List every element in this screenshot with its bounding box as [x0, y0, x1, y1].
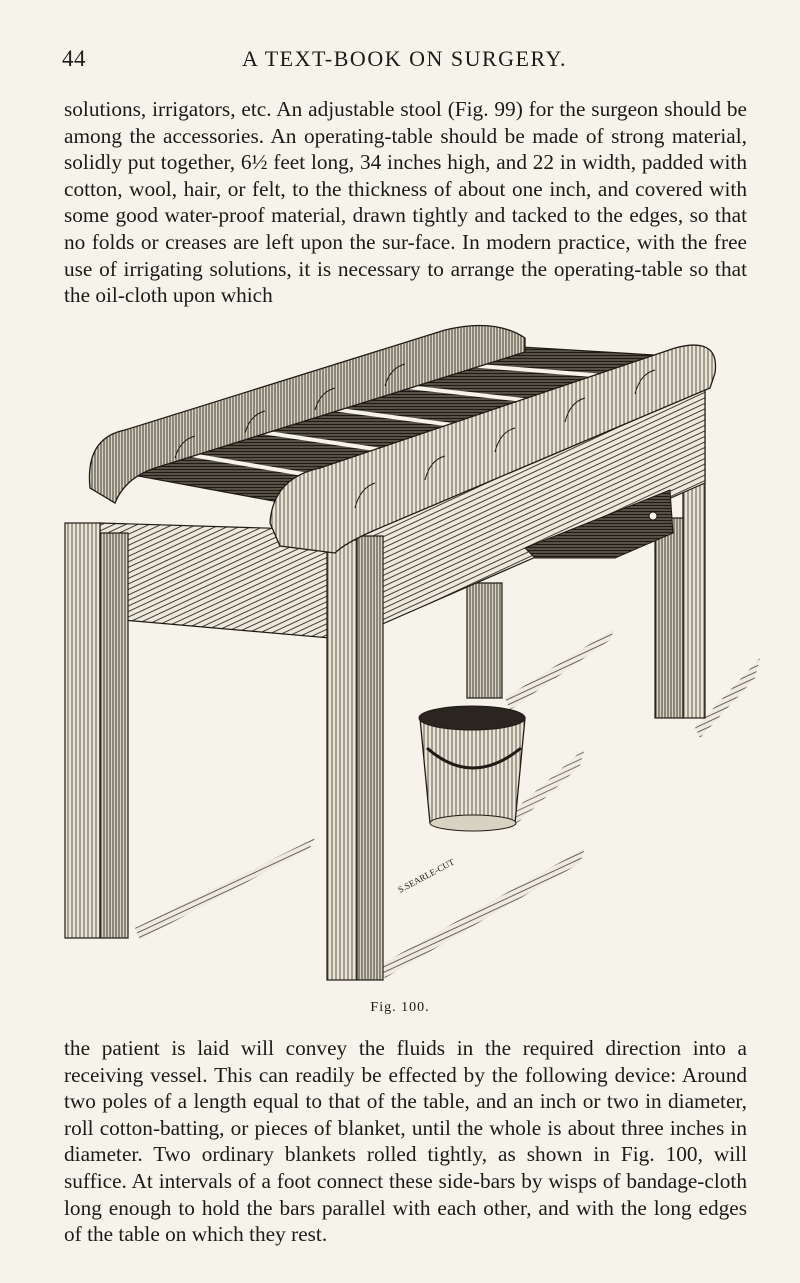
paragraph-bottom: the patient is laid will convey the fluids in the required direction into a receiving vessel. This can readily be effected by the following device: Around two poles of a length equal to that of the table, and an inch or two in diameter, roll cotton-batting, or pieces of blanket, until the whole is about three inches in diameter. Two ordinary blankets rolled tightly, as shown in Fig. 100, will suffice. At intervals of a foot connect these side-bars by wisps of bandage-cloth long enough to hold the bars parallel with each other, and with the long edges of the table on which they rest. — [64, 1036, 747, 1247]
operating-table-illustration — [55, 318, 760, 990]
paragraph-top: solutions, irrigators, etc. An adjustable stool (Fig. 99) for the surgeon should be among the accessories. An operating-table should be made of strong material, solidly put together, 6½ feet long, 34 inches high, and 22 in width, padded with cotton, wool, hair, or felt, to the thickness of about one inch, and covered with some good water-proof material, drawn tightly and tacked to the edges, so that no folds or creases are left upon the sur-face. In modern practice, with the free use of irrigating solutions, it is necessary to arrange the operating-table so that the oil-cloth upon which — [64, 97, 747, 308]
drawer-knob — [649, 512, 657, 520]
receiving-bucket — [419, 706, 525, 831]
page-number: 44 — [62, 46, 86, 71]
engraver-signature: S.SEARLE-CUT — [396, 856, 456, 895]
running-head: A TEXT-BOOK ON SURGERY. — [241, 46, 568, 71]
page-header — [62, 46, 747, 80]
figure-operating-table — [55, 318, 760, 990]
figure-caption: Fig. 100. — [370, 1000, 430, 1015]
